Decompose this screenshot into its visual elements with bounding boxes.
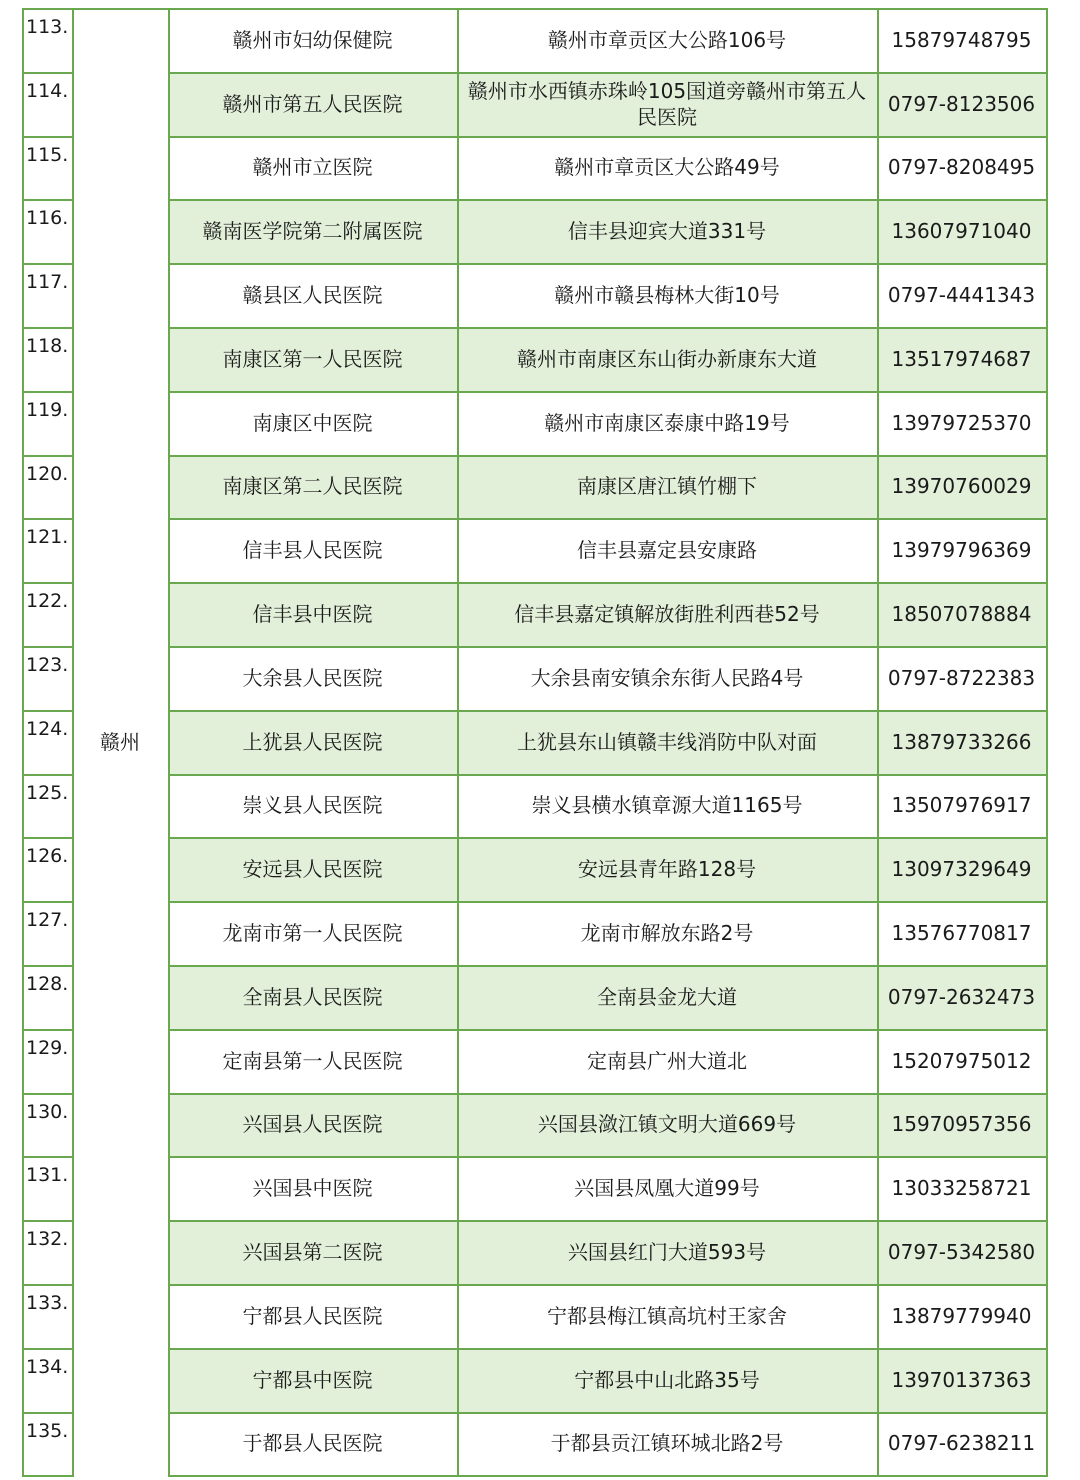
row-number: 135. bbox=[26, 1419, 69, 1442]
row-number: 114. bbox=[26, 79, 69, 102]
row-number: 116. bbox=[26, 207, 69, 230]
row-divider bbox=[168, 391, 1048, 393]
hospital-address: 兴国县潋江镇文明大道669号 bbox=[537, 1112, 797, 1137]
row-divider bbox=[168, 774, 1048, 776]
row-divider bbox=[168, 1412, 1048, 1414]
hospital-name: 南康区第二人民医院 bbox=[222, 474, 403, 499]
row-divider bbox=[168, 327, 1048, 329]
row-divider bbox=[22, 710, 74, 712]
hospital-phone: 15970957356 bbox=[891, 1112, 1032, 1137]
column-divider bbox=[1046, 8, 1048, 1476]
hospital-name: 信丰县中医院 bbox=[252, 602, 373, 627]
hospital-address: 龙南市解放东路2号 bbox=[580, 921, 754, 946]
row-number: 132. bbox=[26, 1228, 69, 1251]
row-divider bbox=[22, 837, 74, 839]
hospital-name: 宁都县中医院 bbox=[252, 1367, 373, 1392]
hospital-address: 赣州市南康区东山街办新康东大道 bbox=[517, 346, 817, 371]
hospital-name: 赣州市立医院 bbox=[252, 155, 373, 180]
hospital-name: 南康区中医院 bbox=[252, 410, 373, 435]
row-divider bbox=[22, 1348, 74, 1350]
row-divider bbox=[168, 72, 1048, 74]
row-divider bbox=[168, 901, 1048, 903]
hospital-address: 赣州市赣县梅林大街10号 bbox=[554, 283, 780, 308]
hospital-phone: 13507976917 bbox=[891, 793, 1032, 818]
hospital-name: 赣县区人民医院 bbox=[242, 283, 383, 308]
row-divider bbox=[168, 455, 1048, 457]
row-divider bbox=[168, 1156, 1048, 1158]
hospital-phone: 13097329649 bbox=[891, 857, 1032, 882]
row-number: 134. bbox=[26, 1355, 69, 1378]
hospital-phone: 13033258721 bbox=[891, 1176, 1032, 1201]
hospital-phone: 13879779940 bbox=[891, 1303, 1032, 1328]
row-divider bbox=[168, 518, 1048, 520]
hospital-phone: 0797-6238211 bbox=[887, 1431, 1036, 1456]
row-number: 120. bbox=[26, 462, 69, 485]
row-number: 115. bbox=[26, 143, 69, 166]
row-divider bbox=[22, 965, 74, 967]
hospital-phone: 0797-8722383 bbox=[887, 665, 1036, 690]
row-number: 126. bbox=[26, 845, 69, 868]
hospital-address: 崇义县横水镇章源大道1165号 bbox=[531, 793, 803, 818]
hospital-address: 宁都县梅江镇高坑村王家舍 bbox=[547, 1303, 787, 1328]
row-divider bbox=[168, 1220, 1048, 1222]
hospital-phone: 18507078884 bbox=[891, 602, 1032, 627]
hospital-address: 安远县青年路128号 bbox=[577, 857, 757, 882]
hospital-name: 兴国县人民医院 bbox=[242, 1112, 383, 1137]
hospital-phone: 0797-2632473 bbox=[887, 984, 1036, 1009]
row-divider bbox=[22, 901, 74, 903]
row-divider bbox=[22, 391, 74, 393]
hospital-address: 信丰县迎宾大道331号 bbox=[567, 219, 767, 244]
hospital-phone: 13879733266 bbox=[891, 729, 1032, 754]
hospital-phone: 0797-4441343 bbox=[887, 283, 1036, 308]
hospital-phone: 0797-8208495 bbox=[887, 155, 1036, 180]
row-divider bbox=[22, 455, 74, 457]
hospital-address: 宁都县中山北路35号 bbox=[574, 1367, 760, 1392]
hospital-address: 南康区唐江镇竹棚下 bbox=[577, 474, 757, 499]
region-cell bbox=[72, 8, 168, 1476]
hospital-name: 安远县人民医院 bbox=[242, 857, 383, 882]
hospital-phone: 13979725370 bbox=[891, 410, 1032, 435]
hospital-name: 于都县人民医院 bbox=[242, 1431, 383, 1456]
row-divider bbox=[22, 1093, 74, 1095]
row-divider bbox=[22, 646, 74, 648]
hospital-name: 大余县人民医院 bbox=[242, 665, 383, 690]
hospital-name: 兴国县中医院 bbox=[252, 1176, 373, 1201]
hospital-address: 于都县贡江镇环城北路2号 bbox=[550, 1431, 784, 1456]
hospital-name: 全南县人民医院 bbox=[242, 984, 383, 1009]
row-divider bbox=[168, 582, 1048, 584]
hospital-address: 全南县金龙大道 bbox=[597, 984, 737, 1009]
hospital-phone: 13517974687 bbox=[891, 346, 1032, 371]
row-divider bbox=[22, 8, 74, 10]
row-divider bbox=[168, 646, 1048, 648]
hospital-name: 宁都县人民医院 bbox=[242, 1303, 383, 1328]
row-divider bbox=[168, 263, 1048, 265]
hospital-phone: 13979796369 bbox=[891, 538, 1032, 563]
row-number: 118. bbox=[26, 335, 69, 357]
row-number: 113. bbox=[26, 16, 69, 38]
row-number: 133. bbox=[26, 1292, 69, 1314]
row-divider bbox=[168, 1475, 1048, 1477]
row-divider bbox=[22, 1156, 74, 1158]
row-divider bbox=[168, 1029, 1048, 1031]
hospital-address: 赣州市水西镇赤珠岭105国道旁赣州市第五人民医院 bbox=[467, 78, 867, 129]
row-divider bbox=[22, 582, 74, 584]
hospital-address: 赣州市章贡区大公路49号 bbox=[554, 155, 780, 180]
hospital-phone: 0797-5342580 bbox=[887, 1240, 1036, 1265]
hospital-name: 定南县第一人民医院 bbox=[222, 1048, 403, 1073]
column-divider bbox=[457, 8, 459, 1476]
row-divider bbox=[168, 837, 1048, 839]
row-number: 117. bbox=[26, 271, 69, 294]
hospital-address: 信丰县嘉定镇解放街胜利西巷52号 bbox=[514, 602, 820, 627]
row-divider bbox=[22, 136, 74, 138]
row-divider bbox=[22, 263, 74, 265]
row-divider bbox=[22, 518, 74, 520]
hospital-name: 赣州市第五人民医院 bbox=[222, 91, 403, 116]
hospital-phone: 15207975012 bbox=[891, 1048, 1032, 1073]
row-divider bbox=[168, 1093, 1048, 1095]
row-divider bbox=[22, 1029, 74, 1031]
hospital-name: 上犹县人民医院 bbox=[242, 729, 383, 754]
hospital-address: 赣州市南康区泰康中路19号 bbox=[544, 410, 790, 435]
hospital-name: 南康区第一人民医院 bbox=[222, 346, 403, 371]
column-divider bbox=[168, 8, 170, 1476]
hospital-name: 赣州市妇幼保健院 bbox=[232, 27, 393, 52]
row-number: 128. bbox=[26, 973, 69, 995]
hospital-name: 崇义县人民医院 bbox=[242, 793, 383, 818]
row-number: 121. bbox=[26, 526, 69, 549]
row-divider bbox=[22, 1412, 74, 1414]
hospital-address: 定南县广州大道北 bbox=[587, 1048, 747, 1073]
row-number: 127. bbox=[26, 909, 69, 932]
hospital-name: 龙南市第一人民医院 bbox=[222, 921, 403, 946]
row-number: 129. bbox=[26, 1036, 69, 1059]
row-divider bbox=[168, 136, 1048, 138]
hospital-address: 信丰县嘉定县安康路 bbox=[577, 538, 757, 563]
column-divider bbox=[877, 8, 879, 1476]
row-number: 131. bbox=[26, 1164, 69, 1187]
column-divider bbox=[22, 8, 24, 1476]
row-divider bbox=[22, 72, 74, 74]
hospital-address: 兴国县红门大道593号 bbox=[567, 1240, 767, 1265]
row-divider bbox=[168, 965, 1048, 967]
column-divider bbox=[72, 8, 74, 1476]
row-number: 122. bbox=[26, 590, 69, 613]
row-divider bbox=[22, 1284, 74, 1286]
hospital-phone: 13970760029 bbox=[891, 474, 1032, 499]
row-divider bbox=[168, 1348, 1048, 1350]
row-number: 119. bbox=[26, 398, 69, 421]
hospital-phone: 0797-8123506 bbox=[887, 91, 1036, 116]
row-divider bbox=[168, 8, 1048, 10]
region-label: 赣州 bbox=[100, 730, 140, 754]
row-divider bbox=[22, 1220, 74, 1222]
row-number: 123. bbox=[26, 654, 69, 676]
row-divider bbox=[168, 710, 1048, 712]
region-divider bbox=[72, 8, 168, 10]
row-divider bbox=[168, 199, 1048, 201]
row-number: 130. bbox=[26, 1100, 69, 1123]
hospital-phone: 13970137363 bbox=[891, 1367, 1032, 1392]
hospital-phone: 15879748795 bbox=[891, 27, 1032, 52]
hospital-name: 兴国县第二医院 bbox=[242, 1240, 383, 1265]
hospital-name: 赣南医学院第二附属医院 bbox=[202, 219, 423, 244]
row-divider bbox=[22, 774, 74, 776]
row-divider bbox=[22, 327, 74, 329]
row-divider bbox=[168, 1284, 1048, 1286]
hospital-phone: 13576770817 bbox=[891, 921, 1032, 946]
hospital-name: 信丰县人民医院 bbox=[242, 538, 383, 563]
hospital-address: 赣州市章贡区大公路106号 bbox=[547, 27, 787, 52]
hospital-address: 上犹县东山镇赣丰线消防中队对面 bbox=[517, 729, 817, 754]
row-number: 124. bbox=[26, 717, 69, 740]
hospital-address: 大余县南安镇余东街人民路4号 bbox=[530, 665, 804, 690]
row-divider bbox=[22, 1475, 74, 1477]
hospital-phone: 13607971040 bbox=[891, 219, 1032, 244]
hospital-address: 兴国县凤凰大道99号 bbox=[574, 1176, 760, 1201]
row-divider bbox=[22, 199, 74, 201]
hospital-table bbox=[22, 8, 1048, 1476]
row-number: 125. bbox=[26, 781, 69, 804]
